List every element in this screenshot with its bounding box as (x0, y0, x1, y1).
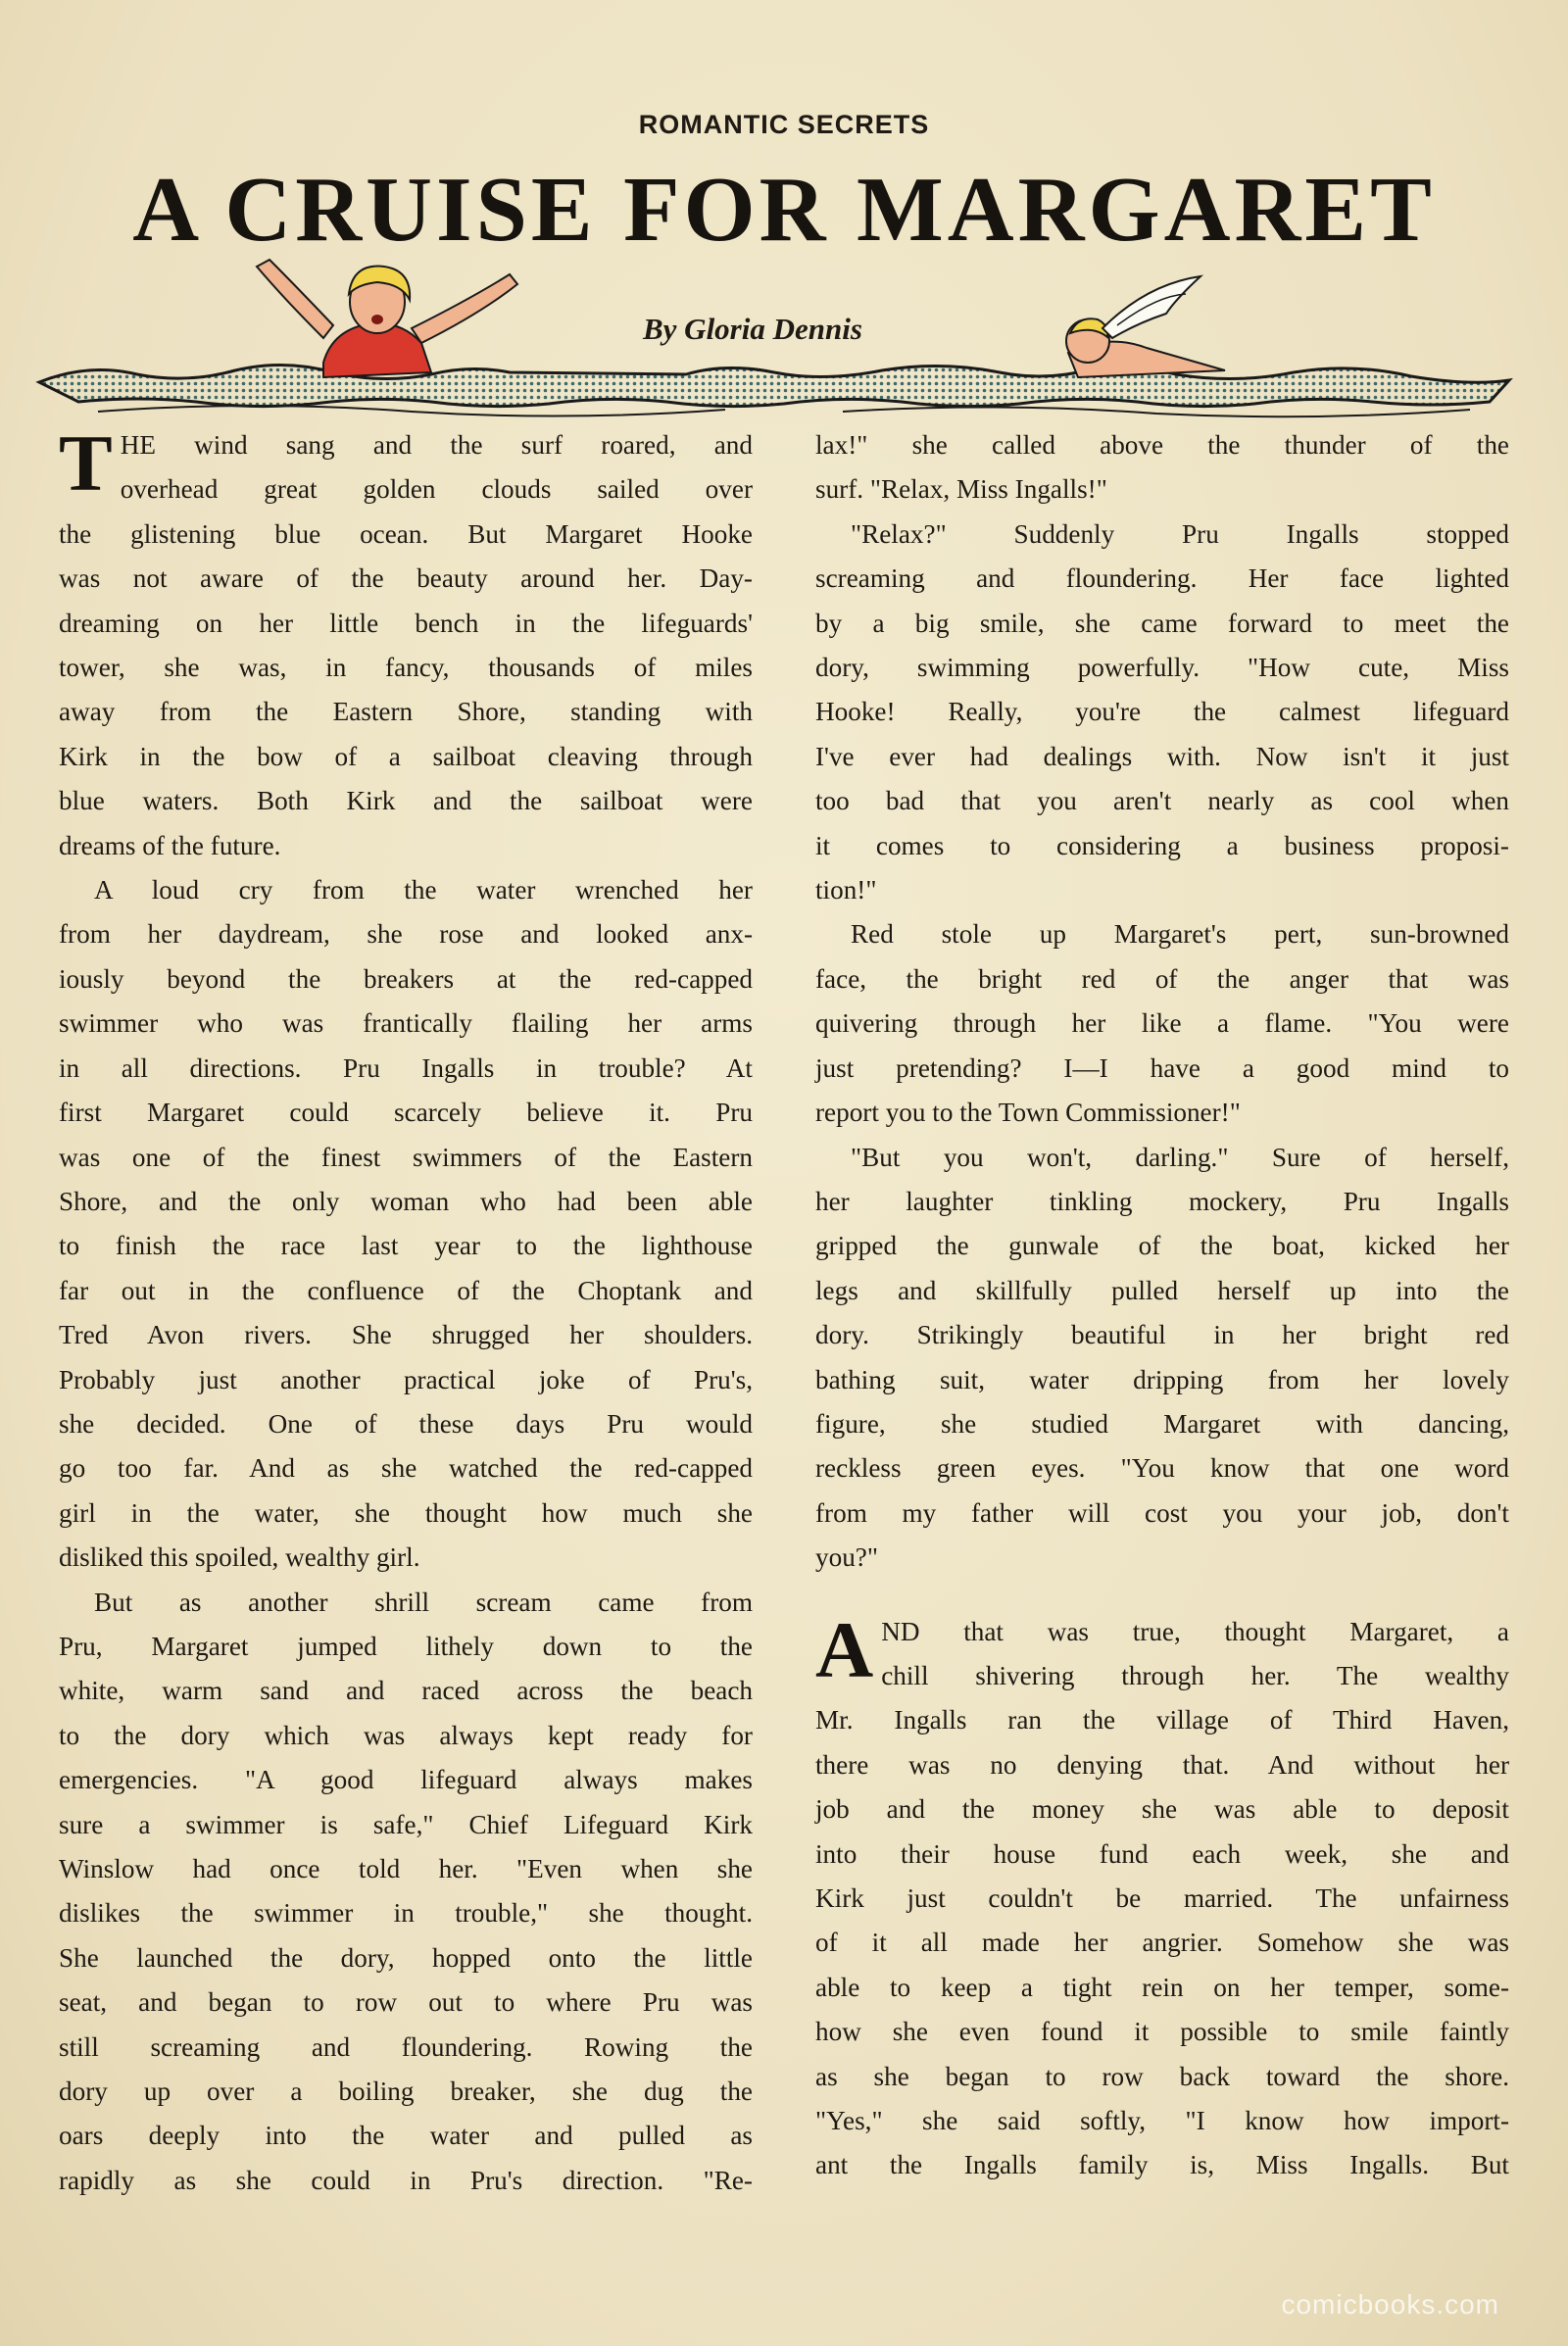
text-line: She launched the dory, hopped onto the little (59, 1942, 753, 1973)
text-line: gripped the gunwale of the boat, kicked her (815, 1231, 1509, 1261)
text-line: to the dory which was always kept ready for (59, 1720, 753, 1750)
text-line: tower, she was, in fancy, thousands of miles (59, 653, 753, 683)
text-line: into their house fund each week, she and (815, 1838, 1509, 1869)
text-line: far out in the confluence of the Choptank and (59, 1275, 753, 1305)
text-line: "Relax?" Suddenly Pru Ingalls stopped (851, 518, 1509, 549)
text-line: her laughter tinkling mockery, Pru Ingalls (815, 1186, 1509, 1216)
text-line: in all directions. Pru Ingalls in trouble? At (59, 1052, 753, 1083)
text-line: white, warm sand and raced across the beach (59, 1676, 753, 1706)
text-line: figure, she studied Margaret with dancing, (815, 1408, 1509, 1439)
text-line: from my father will cost you your job, don't (815, 1497, 1509, 1528)
text-line: Kirk in the bow of a sailboat cleaving through (59, 741, 753, 771)
text-line: job and the money she was able to deposit (815, 1794, 1509, 1825)
text-line: overhead great golden clouds sailed over (120, 474, 753, 505)
text-line: report you to the Town Commissioner!" (815, 1098, 1241, 1128)
text-line: face, the bright red of the anger that was (815, 963, 1509, 994)
text-line: quivering through her like a flame. "You were (815, 1008, 1509, 1039)
text-line: from her daydream, she rose and looked anx- (59, 919, 753, 950)
text-line: just pretending? I—I have a good mind to (815, 1052, 1509, 1083)
text-line: too bad that you aren't nearly as cool when (815, 786, 1509, 816)
text-line: of it all made her angrier. Somehow she was (815, 1928, 1509, 1958)
text-line: surf. "Relax, Miss Ingalls!" (815, 474, 1107, 505)
text-line: go too far. And as she watched the red-capped (59, 1453, 753, 1484)
cupid-figure (1066, 276, 1225, 377)
text-line: tion!" (815, 875, 877, 905)
text-line: Pru, Margaret jumped lithely down to the (59, 1631, 753, 1661)
wave-band (39, 365, 1509, 406)
text-column-left (59, 418, 753, 2203)
text-line: by a big smile, she came forward to meet the (815, 608, 1509, 638)
text-line: to finish the race last year to the lighthouse (59, 1231, 753, 1261)
text-line: sure a swimmer is safe," Chief Lifeguard Kirk (59, 1809, 753, 1839)
text-line: HE wind sang and the surf roared, and (120, 430, 753, 460)
text-line: rapidly as she could in Pru's direction. "Re- (59, 2165, 753, 2195)
text-line: it comes to considering a business proposi- (815, 830, 1509, 860)
text-line: girl in the water, she thought how much she (59, 1497, 753, 1528)
text-line: chill shivering through her. The wealthy (881, 1660, 1509, 1690)
text-line: ND that was true, thought Margaret, a (881, 1616, 1509, 1646)
text-line: dreams of the future. (59, 830, 281, 860)
text-line: dreaming on her little bench in the lifeguards' (59, 608, 753, 638)
text-line: "But you won't, darling." Sure of herself, (851, 1142, 1509, 1172)
text-line: blue waters. Both Kirk and the sailboat were (59, 786, 753, 816)
text-line: bathing suit, water dripping from her lovely (815, 1364, 1509, 1394)
text-line: reckless green eyes. "You know that one word (815, 1453, 1509, 1484)
text-line: there was no denying that. And without her (815, 1749, 1509, 1780)
text-line: Probably just another practical joke of Pru's, (59, 1364, 753, 1394)
text-column-right (815, 423, 1509, 2188)
text-line: seat, and began to row out to where Pru was (59, 1987, 753, 2018)
text-line: was not aware of the beauty around her. Day- (59, 563, 753, 594)
text-line: iously beyond the breakers at the red-capped (59, 963, 753, 994)
text-line: dory up over a boiling breaker, she dug the (59, 2077, 753, 2107)
text-line: lax!" she called above the thunder of the (815, 430, 1509, 460)
text-line: Kirk just couldn't be married. The unfairness (815, 1883, 1509, 1913)
text-line: Mr. Ingalls ran the village of Third Haven, (815, 1705, 1509, 1735)
text-line: still screaming and floundering. Rowing the (59, 2031, 753, 2062)
text-line: Tred Avon rivers. She shrugged her shoulders. (59, 1320, 753, 1350)
text-line: Hooke! Really, you're the calmest lifeguard (815, 697, 1509, 727)
text-line: A loud cry from the water wrenched her (94, 875, 753, 905)
text-line: how she even found it possible to smile faintly (815, 2017, 1509, 2047)
swimmer-figure (257, 260, 517, 377)
drop-cap: T (59, 418, 113, 508)
text-line: Red stole up Margaret's pert, sun-browned (851, 919, 1509, 950)
text-line: screaming and floundering. Her face lighted (815, 563, 1509, 594)
text-line: ant the Ingalls family is, Miss Ingalls. But (815, 2150, 1509, 2180)
text-line: the glistening blue ocean. But Margaret Hooke (59, 518, 753, 549)
text-line: But as another shrill scream came from (94, 1587, 753, 1617)
drop-cap: A (815, 1604, 874, 1694)
text-line: dory, swimming powerfully. "How cute, Miss (815, 653, 1509, 683)
text-line: you?" (815, 1542, 878, 1573)
byline: By Gloria Dennis (643, 312, 862, 346)
story-title: A CRUISE FOR MARGARET (132, 159, 1436, 261)
text-line: disliked this spoiled, wealthy girl. (59, 1542, 420, 1573)
text-line: "Yes," she said softly, "I know how import- (815, 2106, 1509, 2136)
text-line: able to keep a tight rein on her temper, some- (815, 1972, 1509, 2002)
text-line: Winslow had once told her. "Even when she (59, 1854, 753, 1883)
text-line: she decided. One of these days Pru would (59, 1408, 753, 1439)
text-line: legs and skillfully pulled herself up into the (815, 1275, 1509, 1305)
text-line: Shore, and the only woman who had been able (59, 1186, 753, 1216)
text-line: dislikes the swimmer in trouble," she thought. (59, 1898, 753, 1929)
magazine-name: ROMANTIC SECRETS (638, 110, 930, 139)
watermark: comicbooks.com (1281, 2289, 1499, 2320)
text-line: as she began to row back toward the shore. (815, 2061, 1509, 2091)
text-line: was one of the finest swimmers of the Eastern (59, 1142, 753, 1172)
text-line: first Margaret could scarcely believe it. Pru (59, 1098, 753, 1128)
text-line: oars deeply into the water and pulled as (59, 2121, 753, 2151)
text-line: emergencies. "A good lifeguard always makes (59, 1765, 753, 1795)
text-line: dory. Strikingly beautiful in her bright red (815, 1320, 1509, 1350)
text-line: away from the Eastern Shore, standing with (59, 697, 753, 727)
text-line: I've ever had dealings with. Now isn't it just (815, 741, 1509, 771)
text-line: swimmer who was frantically flailing her arms (59, 1008, 753, 1039)
